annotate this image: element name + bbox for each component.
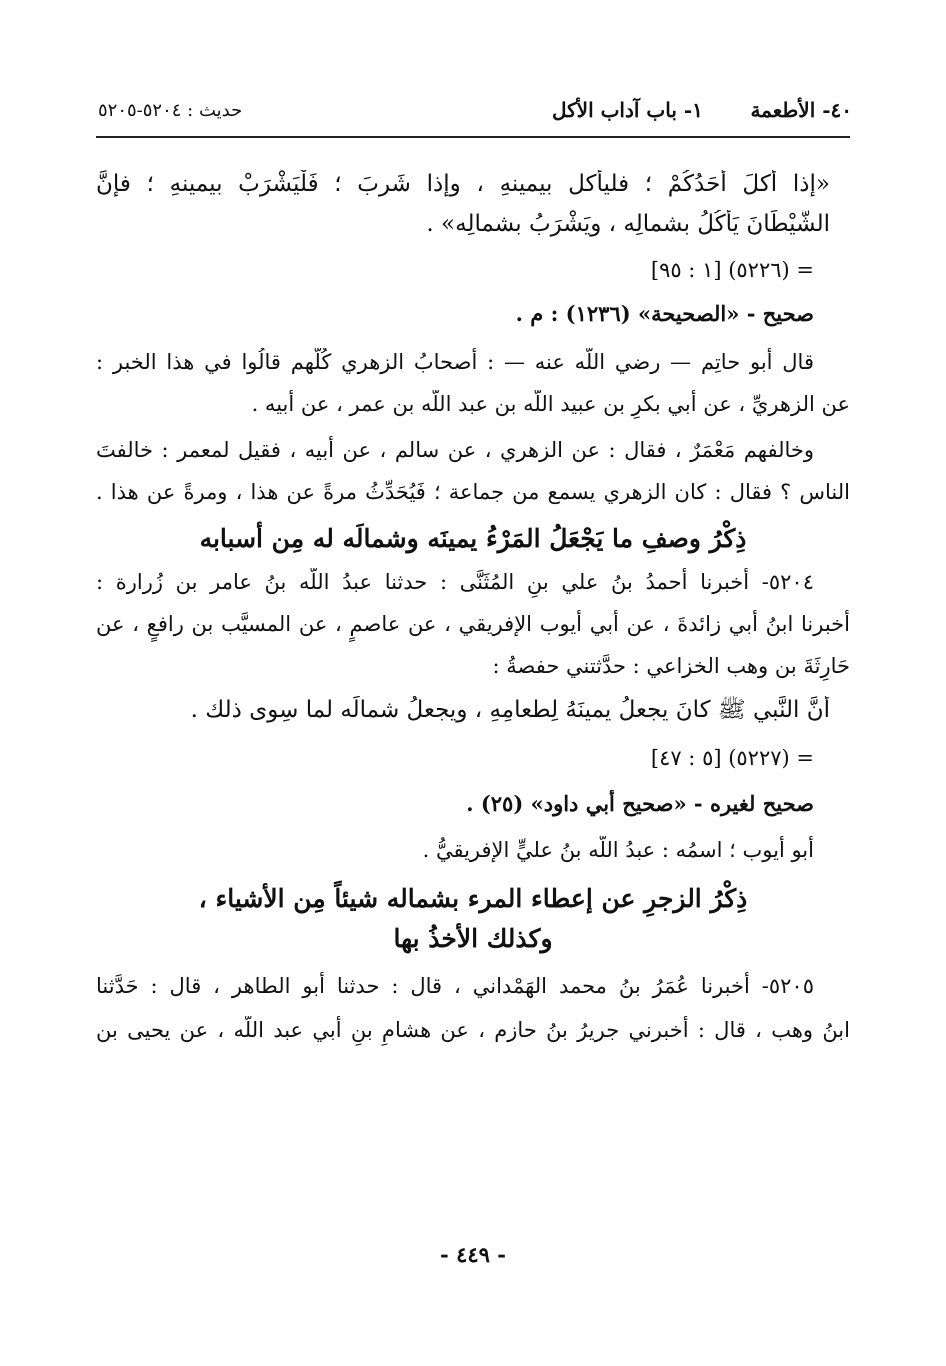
section-heading-continued: وكذلك الأخذُ بها xyxy=(393,924,553,953)
hadith-isnad-line: حَارِثَةَ بن وهب الخزاعي : حدَّثتني حفصةُ : xyxy=(492,654,850,678)
page-number: - ٤٤٩ - xyxy=(440,1242,506,1267)
chapter-title: ٤٠- الأطعمة xyxy=(750,98,852,122)
text-line: الناس ؟ فقال : كان الزهري يسمع من جماعة ؛ فَيُحَدِّثُ مرةً عن هذا ، ومرةً عن هذا . xyxy=(96,480,850,504)
section-heading: ذِكْرُ الزجرِ عن إعطاء المرء بشماله شيئاً مِن الأشياء ، xyxy=(198,884,748,913)
text-line: الشَّيْطَانَ يَأْكُلُ بشمالِه ، ويَشْرَبُ بشمالِه» . xyxy=(426,211,830,237)
running-header xyxy=(92,98,852,132)
header-divider xyxy=(96,136,850,138)
hadith-isnad-line: ابنُ وهب ، قال : أخبرني جريرُ بنُ حازم ، عن هشامِ بنِ أبي عبد اللّه ، عن يحيى بن xyxy=(96,1018,850,1042)
hadith-range: حديث : ٥٢٠٤-٥٢٠٥ xyxy=(98,100,243,121)
grading-note: صحيح - «الصحيحة» (١٢٣٦) : م . xyxy=(515,301,814,326)
section-heading: ذِكْرُ وصفِ ما يَجْعَلُ المَرْءُ يمينَه وشمالَه له مِن أسبابه xyxy=(199,524,747,553)
text-line: «إذا أكلَ أَحَدُكُمْ ؛ فليأكل بيمينهِ ، وإذا شَربَ ؛ فَلْيَشْرَبْ بيمينهِ ؛ فإنَّ xyxy=(96,171,830,197)
page-body xyxy=(96,170,850,1058)
cross-reference: = (٥٢٢٧) [٥ : ٤٧] xyxy=(650,746,814,770)
hadith-isnad-line: ٥٢٠٤- أخبرنا أحمدُ بنُ علي بنِ المُثَنَّى : حدثنا عبدُ اللّه بنُ عامر بن زُرارة : xyxy=(96,570,814,594)
hadith-matn: أنَّ النَّبي ﷺ كانَ يجعلُ يمينَهُ لِطعامِهِ ، ويجعلُ شمالَه لما سِوى ذلك . xyxy=(190,697,830,723)
hadith-isnad-line: ٥٢٠٥- أخبرنا عُمَرُ بنُ محمد الهَمْداني ، قال : حدثنا أبو الطاهر ، قال : حَدَّثنا xyxy=(96,974,814,998)
narrator-note: أبو أيوب ؛ اسمُه : عبدُ اللّه بنُ عليٍّ الإفريقيُّ . xyxy=(422,838,814,862)
text-line: عن الزهريِّ ، عن أبي بكرِ بن عبيد اللّه بن عبد اللّه بن عمر ، عن أبيه . xyxy=(251,392,850,416)
text-line: قال أبو حاتِم — رضي اللّه عنه — : أصحابُ الزهري كُلُّهم قالُوا في هذا الخبر : xyxy=(96,350,814,374)
cross-reference: = (٥٢٢٦) [١ : ٩٥] xyxy=(650,258,814,282)
grading-note: صحيح لغيره - «صحيح أبي داود» (٢٥) . xyxy=(466,791,814,816)
hadith-isnad-line: أخبرنا ابنُ أبي زائدةَ ، عن أبي أيوب الإفريقي ، عن عاصمٍ ، عن المسيَّب بن رافعٍ ، عن xyxy=(96,612,850,636)
text-line: وخالفهم مَعْمَرٌ ، فقال : عن الزهري ، عن سالم ، عن أبيه ، فقيل لمعمر : خالفتَ xyxy=(96,438,814,462)
section-title: ١- باب آداب الأكل xyxy=(552,98,703,122)
